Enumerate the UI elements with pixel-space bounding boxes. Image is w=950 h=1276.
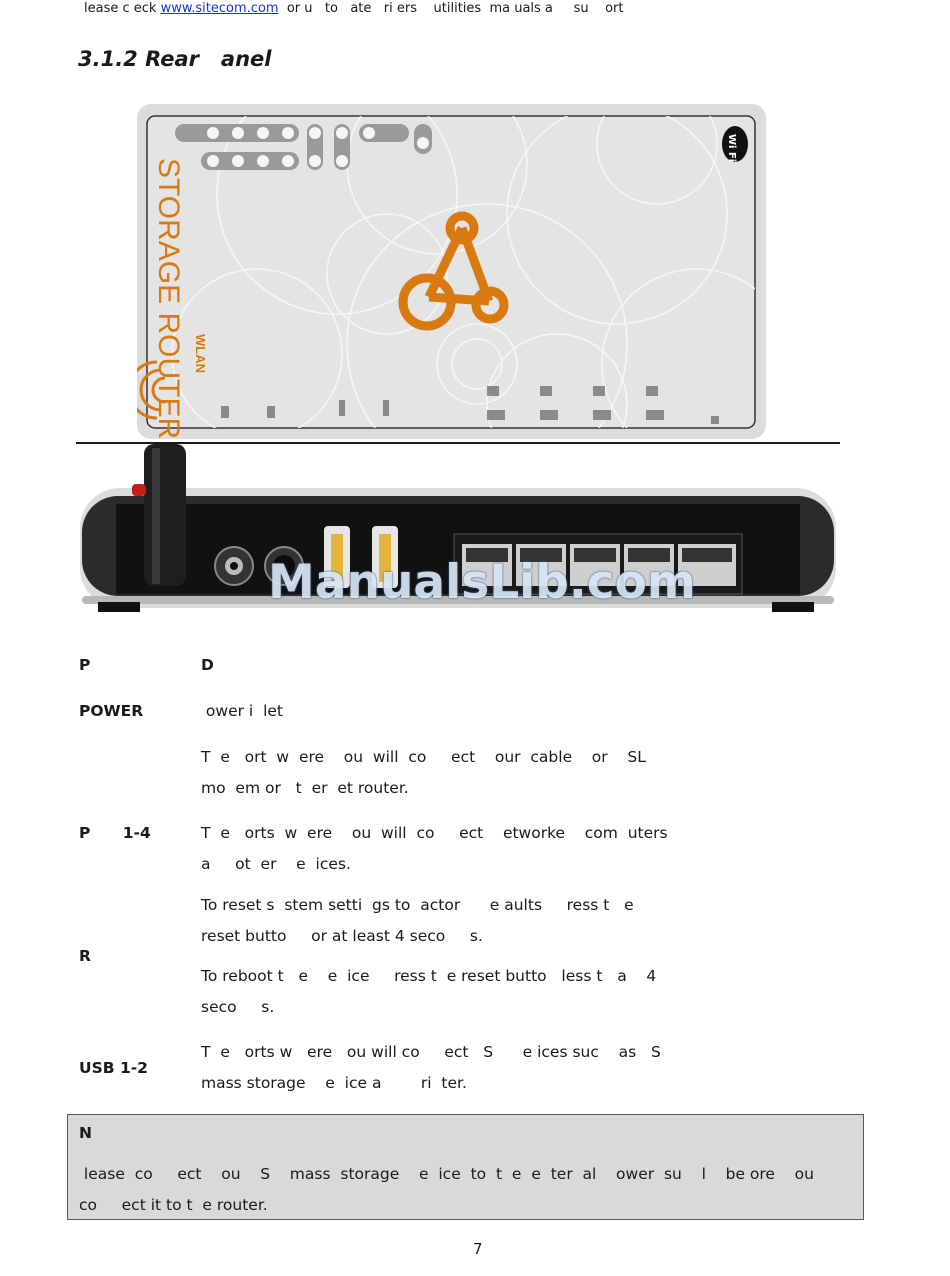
table-row-desc: T e orts w ere ou will co ect S e ices suc as S xyxy=(201,1043,661,1061)
table-row-name: POWER xyxy=(79,702,144,720)
wifi-badge-text: Wi Fi xyxy=(726,134,737,163)
power-jack-icon xyxy=(215,547,253,585)
header-line xyxy=(84,1,624,16)
table-row-name: R xyxy=(79,947,91,965)
table-row-desc: reset butto or at least 4 seco s. xyxy=(201,927,483,945)
router-top-view xyxy=(137,104,766,439)
sitecom-link[interactable]: www.sitecom.com xyxy=(160,1,279,16)
table-row-desc: To reset s stem setti gs to actor e aults ress t e xyxy=(201,896,634,914)
note-title: N xyxy=(79,1124,92,1142)
table-row-name: USB 1-2 xyxy=(79,1059,148,1077)
watermark: ManualsLib.com xyxy=(268,555,696,610)
table-row-desc: mo em or t er et router. xyxy=(201,779,409,797)
table-header-port: P xyxy=(79,656,91,674)
header-text-pre: lease c eck xyxy=(84,1,161,16)
router-top-illustration xyxy=(137,104,766,439)
wlan-label: WLAN xyxy=(193,334,208,373)
table-header-description: D xyxy=(201,656,214,674)
brand-label: STORAGE ROUTER xyxy=(152,158,185,439)
table-row-desc: seco s. xyxy=(201,998,275,1016)
table-row-desc: mass storage e ice a ri ter. xyxy=(201,1074,467,1092)
table-row-desc: To reboot t e e ice ress t e reset butto less t a 4 xyxy=(201,967,657,985)
note-box xyxy=(67,1114,864,1220)
table-row-desc: T e ort w ere ou will co ect our cable or SL xyxy=(201,748,646,766)
section-title: 3.1.2 Rear anel xyxy=(78,47,272,71)
page-number: 7 xyxy=(473,1240,483,1258)
note-text-line-1: lease co ect ou S mass storage e ice to t e e ter al ower su l be ore ou xyxy=(79,1165,814,1183)
header-text-post: or u to ate ri ers utilities ma uals a su ort xyxy=(278,1,624,16)
table-row-desc: ower i let xyxy=(201,702,284,720)
wifi-badge-icon xyxy=(722,126,748,162)
table-row-desc: T e orts w ere ou will co ect etworke com uters xyxy=(201,824,668,842)
table-row-name: P 1-4 xyxy=(79,824,151,842)
note-text-line-2: co ect it to t e router. xyxy=(79,1196,268,1214)
table-row-desc: a ot er e ices. xyxy=(201,855,351,873)
